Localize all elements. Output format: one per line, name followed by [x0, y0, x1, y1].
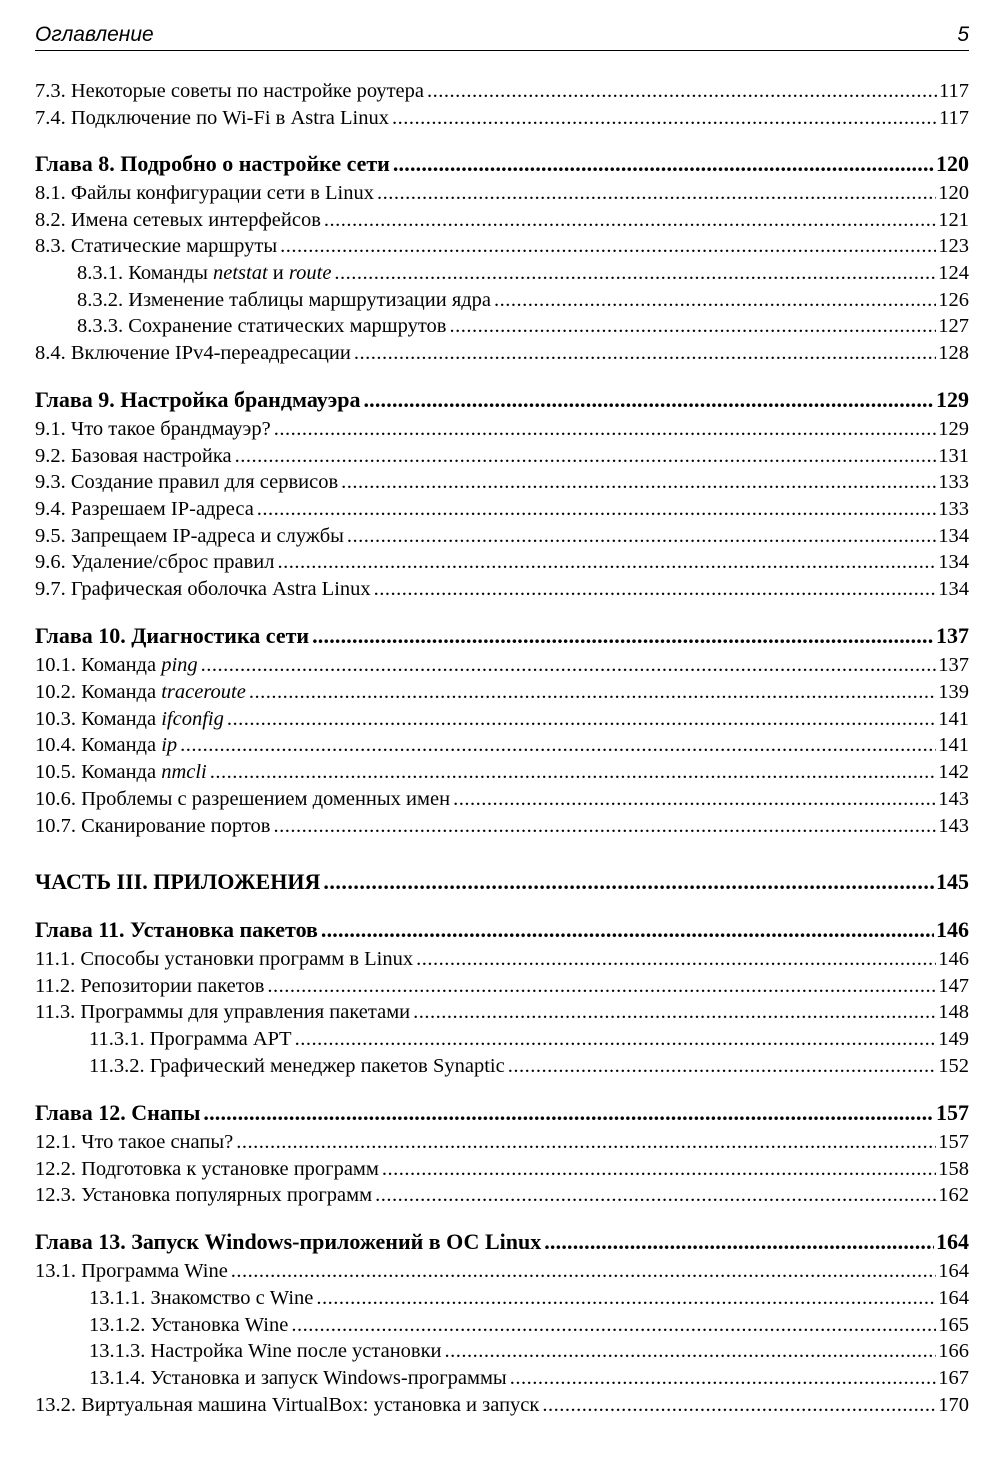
toc-entry-title: 10.6. Проблемы с разрешением доменных имен	[35, 788, 451, 810]
toc-entry-title: 13.1.2. Установка Wine	[89, 1314, 289, 1336]
toc-part-page: 145	[936, 869, 969, 894]
toc-entry-page: 157	[938, 1131, 969, 1153]
toc-entry-page: 133	[938, 471, 969, 493]
toc-chapter-page: 120	[936, 151, 969, 176]
toc-entry[interactable]	[35, 577, 969, 601]
toc-entry-title: 8.3.3. Сохранение статических маршрутов	[77, 315, 447, 337]
command-name: traceroute	[161, 681, 246, 703]
leader-dots	[382, 1157, 936, 1181]
title-mid: и	[267, 262, 289, 284]
toc-entry[interactable]	[35, 653, 969, 677]
toc-entry-title: 11.1. Способы установки программ в Linux	[35, 948, 414, 970]
toc-subentry[interactable]	[89, 1286, 969, 1310]
toc-subentry[interactable]	[89, 1366, 969, 1390]
toc-subentry[interactable]	[89, 1313, 969, 1337]
toc-entry-page: 141	[938, 734, 969, 756]
toc-entry-title: 12.2. Подготовка к установке программ	[35, 1158, 379, 1180]
toc-entry-title: 7.3. Некоторые советы по настройке роутера	[35, 80, 424, 102]
toc-entry-title: 8.3. Статические маршруты	[35, 235, 278, 257]
toc-entry-page: 134	[938, 525, 969, 547]
toc-entry-page: 143	[938, 815, 969, 837]
toc-entry[interactable]	[35, 1000, 969, 1024]
command-name: route	[288, 262, 332, 284]
toc-entry[interactable]	[35, 550, 969, 574]
toc-entry-page: 126	[938, 289, 969, 311]
leader-dots	[453, 787, 936, 811]
toc-entry-title: 13.1. Программа Wine	[35, 1260, 228, 1282]
toc-entry-title	[35, 680, 246, 704]
toc-entry[interactable]	[35, 1393, 969, 1417]
toc-entry-page: 164	[938, 1287, 969, 1309]
toc-entry[interactable]	[35, 707, 969, 731]
toc-entry-title: 8.4. Включение IPv4-переадресации	[35, 342, 351, 364]
toc-entry[interactable]	[35, 79, 969, 103]
toc-entry-page: 123	[938, 235, 969, 257]
toc-entry[interactable]	[35, 947, 969, 971]
leader-dots	[393, 152, 934, 176]
toc-entry[interactable]	[35, 814, 969, 838]
leader-dots	[257, 497, 936, 521]
title-prefix: 10.4. Команда	[35, 734, 162, 756]
toc-chapter-title: Глава 12. Снапы	[35, 1100, 201, 1125]
leader-dots	[291, 1313, 936, 1337]
toc-chapter-page: 129	[936, 387, 969, 412]
toc-entry-page: 142	[938, 761, 969, 783]
toc-entry-title: 11.3.2. Графический менеджер пакетов Synaptic	[89, 1055, 505, 1077]
leader-dots	[341, 470, 936, 494]
leader-dots	[273, 814, 936, 838]
command-name: netstat	[213, 262, 268, 284]
toc-entry-page: 164	[938, 1260, 969, 1282]
leader-dots	[544, 1230, 934, 1254]
toc-entry-page: 134	[938, 578, 969, 600]
leader-dots	[363, 388, 934, 412]
leader-dots	[267, 974, 936, 998]
toc-entry-page: 117	[939, 107, 969, 129]
toc-entry-page: 147	[938, 975, 969, 997]
toc-entry[interactable]	[35, 787, 969, 811]
leader-dots	[180, 733, 936, 757]
toc-entry-page: 141	[938, 708, 969, 730]
toc-entry-title	[35, 760, 207, 784]
toc-entry-title: 13.2. Виртуальная машина VirtualBox: установка и запуск	[35, 1394, 540, 1416]
toc-chapter-page: 157	[936, 1100, 969, 1125]
toc-entry[interactable]	[35, 1183, 969, 1207]
toc-entry-page: 170	[938, 1394, 969, 1416]
toc-chapter-page: 164	[936, 1229, 969, 1254]
toc-entry-title: 9.5. Запрещаем IP-адреса и службы	[35, 525, 344, 547]
toc-entry[interactable]	[35, 1259, 969, 1283]
toc-entry[interactable]	[35, 208, 969, 232]
command-name: nmcli	[161, 761, 207, 783]
toc-entry-title: 12.3. Установка популярных программ	[35, 1184, 373, 1206]
toc-entry-title: 13.1.3. Настройка Wine после установки	[89, 1340, 442, 1362]
toc-chapter-title: Глава 13. Запуск Windows-приложений в ОС Linux	[35, 1229, 542, 1254]
toc-subentry[interactable]	[89, 1054, 969, 1078]
toc-entry[interactable]	[35, 760, 969, 784]
toc-chapter-page: 137	[936, 623, 969, 648]
toc-entry[interactable]	[35, 444, 969, 468]
toc-page	[35, 0, 969, 1460]
toc-subentry[interactable]	[89, 1027, 969, 1051]
toc-entry[interactable]	[35, 417, 969, 441]
toc-entry-page: 166	[938, 1340, 969, 1362]
toc-entry-title: 11.3. Программы для управления пакетами	[35, 1001, 411, 1023]
toc-entry[interactable]	[35, 680, 969, 704]
toc-entry-page: 152	[938, 1055, 969, 1077]
title-prefix: 10.2. Команда	[35, 681, 162, 703]
toc-entry[interactable]	[35, 1157, 969, 1181]
leader-dots	[280, 234, 936, 258]
toc-entry-title: 11.2. Репозитории пакетов	[35, 975, 265, 997]
leader-dots	[510, 1366, 937, 1390]
toc-entry-title: 9.1. Что такое брандмауэр?	[35, 418, 271, 440]
toc-subentry[interactable]	[77, 288, 969, 312]
command-name: ifconfig	[161, 708, 224, 730]
toc-entry-page: 158	[938, 1158, 969, 1180]
toc-chapter-title: Глава 10. Диагностика сети	[35, 623, 310, 648]
leader-dots	[295, 1027, 937, 1051]
leader-dots	[316, 1286, 936, 1310]
toc-subentry[interactable]	[77, 314, 969, 338]
leader-dots	[392, 106, 937, 130]
toc-entry[interactable]	[35, 524, 969, 548]
toc-entry-page: 149	[938, 1028, 969, 1050]
toc-entry-page: 121	[938, 209, 969, 231]
toc-entry-title: 11.3.1. Программа APT	[89, 1028, 292, 1050]
toc-entry-page: 139	[938, 681, 969, 703]
toc-chapter-title: Глава 8. Подробно о настройке сети	[35, 151, 390, 176]
toc-subentry[interactable]	[89, 1339, 969, 1363]
leader-dots	[312, 624, 934, 648]
toc-chapter-title: Глава 11. Установка пакетов	[35, 917, 318, 942]
leader-dots	[201, 653, 937, 677]
toc-entry-page: 148	[938, 1001, 969, 1023]
running-header	[35, 22, 969, 51]
leader-dots	[249, 680, 936, 704]
toc-chapter[interactable]	[35, 1101, 969, 1125]
toc-entry-title	[35, 733, 177, 757]
toc-entry-title: 10.7. Сканирование портов	[35, 815, 271, 837]
toc-entry-title: 8.1. Файлы конфигурации сети в Linux	[35, 182, 374, 204]
toc-entry-page: 133	[938, 498, 969, 520]
toc-entry[interactable]	[35, 497, 969, 521]
toc-entry-title: 7.4. Подключение по Wi-Fi в Astra Linux	[35, 107, 389, 129]
leader-dots	[374, 577, 937, 601]
leader-dots	[494, 288, 936, 312]
toc-entry-title: 8.2. Имена сетевых интерфейсов	[35, 209, 321, 231]
toc-chapter[interactable]	[35, 918, 969, 942]
leader-dots	[413, 1000, 936, 1024]
toc-entry-title	[77, 261, 331, 285]
leader-dots	[445, 1339, 937, 1363]
toc-entry-page: 131	[938, 445, 969, 467]
toc-entry[interactable]	[35, 234, 969, 258]
toc-chapter-title: Глава 9. Настройка брандмауэра	[35, 387, 361, 412]
toc-entry-title: 9.7. Графическая оболочка Astra Linux	[35, 578, 371, 600]
toc-entry-title: 9.4. Разрешаем IP-адреса	[35, 498, 254, 520]
leader-dots	[324, 208, 936, 232]
leader-dots	[508, 1054, 937, 1078]
toc-entry-page: 128	[938, 342, 969, 364]
leader-dots	[354, 341, 936, 365]
leader-dots	[235, 444, 937, 468]
toc-part[interactable]	[35, 870, 969, 894]
toc-entry[interactable]	[35, 106, 969, 130]
title-prefix: 8.3.1. Команды	[77, 262, 213, 284]
toc-entry-page: 127	[938, 315, 969, 337]
title-prefix: 10.5. Команда	[35, 761, 162, 783]
title-prefix: 10.1. Команда	[35, 654, 162, 676]
toc-entry[interactable]	[35, 733, 969, 757]
toc-entry-title: 9.3. Создание правил для сервисов	[35, 471, 339, 493]
command-name: ip	[161, 734, 178, 756]
toc-entry-title: 12.1. Что такое снапы?	[35, 1131, 234, 1153]
toc-entry-page: 124	[938, 262, 969, 284]
toc-entry-page: 120	[938, 182, 969, 204]
leader-dots	[377, 181, 936, 205]
toc-chapter[interactable]	[35, 624, 969, 648]
leader-dots	[449, 314, 936, 338]
leader-dots	[416, 947, 936, 971]
toc-entry[interactable]	[35, 1130, 969, 1154]
toc-entry-page: 143	[938, 788, 969, 810]
leader-dots	[236, 1130, 936, 1154]
toc-part-title: ЧАСТЬ III. ПРИЛОЖЕНИЯ	[35, 869, 321, 894]
toc-entry-title: 8.3.2. Изменение таблицы маршрутизации ядра	[77, 289, 492, 311]
toc-entry-title	[35, 653, 198, 677]
toc-chapter-page: 146	[936, 917, 969, 942]
toc-entry-page: 117	[939, 80, 969, 102]
leader-dots	[542, 1393, 936, 1417]
toc-entry-title	[35, 707, 224, 731]
toc-subentry[interactable]	[77, 261, 969, 285]
leader-dots	[427, 79, 937, 103]
toc-entry-title: 9.6. Удаление/сброс правил	[35, 551, 275, 573]
leader-dots	[203, 1101, 934, 1125]
leader-dots	[210, 760, 937, 784]
leader-dots	[227, 707, 936, 731]
toc-entry[interactable]	[35, 974, 969, 998]
toc-chapter[interactable]	[35, 152, 969, 176]
leader-dots	[321, 918, 934, 942]
header-title: Оглавление	[35, 23, 154, 46]
toc-entry-page: 137	[938, 654, 969, 676]
title-prefix: 10.3. Команда	[35, 708, 162, 730]
toc-entry-title: 13.1.4. Установка и запуск Windows-программы	[89, 1367, 507, 1389]
leader-dots	[334, 261, 936, 285]
leader-dots	[231, 1259, 936, 1283]
toc-entry-title: 13.1.1. Знакомство с Wine	[89, 1287, 314, 1309]
toc-entry[interactable]	[35, 181, 969, 205]
header-page-number: 5	[957, 23, 969, 46]
leader-dots	[274, 417, 937, 441]
toc-chapter[interactable]	[35, 388, 969, 412]
leader-dots	[347, 524, 936, 548]
leader-dots	[278, 550, 937, 574]
leader-dots	[323, 870, 934, 894]
toc-entry-page: 162	[938, 1184, 969, 1206]
toc-entry[interactable]	[35, 341, 969, 365]
toc-entry-page: 167	[938, 1367, 969, 1389]
toc-entry-page: 165	[938, 1314, 969, 1336]
toc-entry-title: 9.2. Базовая настройка	[35, 445, 232, 467]
leader-dots	[375, 1183, 936, 1207]
toc-entry-page: 129	[938, 418, 969, 440]
toc-chapter[interactable]	[35, 1230, 969, 1254]
toc-entry-page: 134	[938, 551, 969, 573]
toc-entry[interactable]	[35, 470, 969, 494]
command-name: ping	[161, 654, 198, 676]
toc-entry-page: 146	[938, 948, 969, 970]
